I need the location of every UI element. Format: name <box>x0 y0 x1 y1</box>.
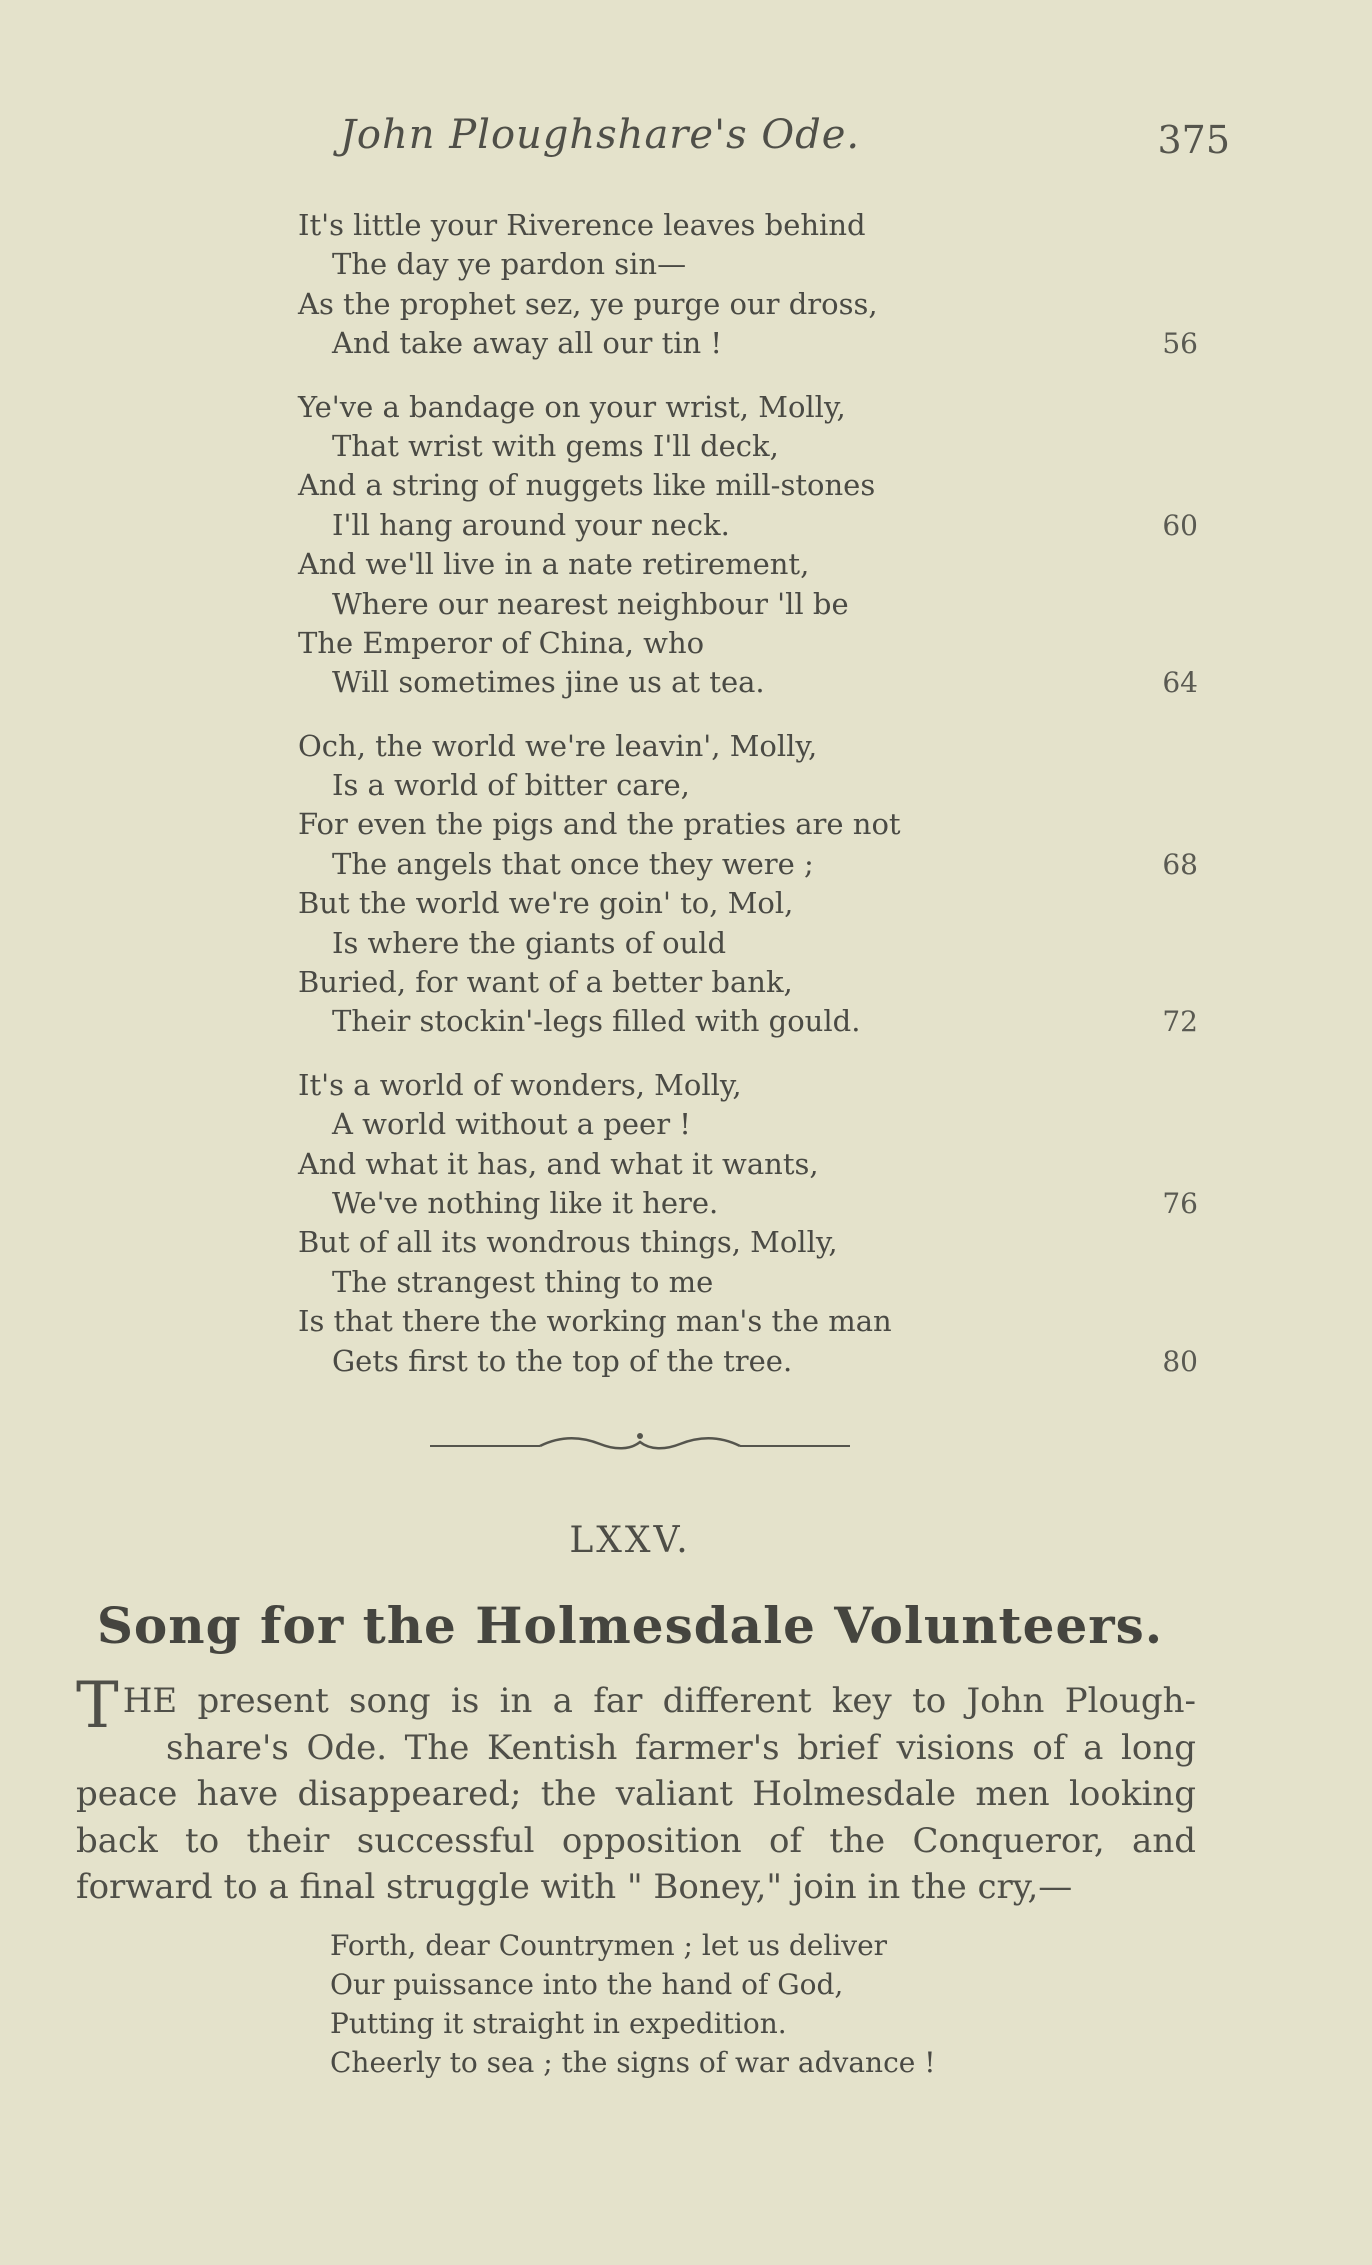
poem-line: Ye've a bandage on your wrist, Molly, <box>298 389 846 424</box>
poem-line: As the prophet sez, ye purge our dross, <box>298 286 878 321</box>
poem-line: Is that there the working man's the man <box>298 1304 892 1339</box>
poem-line: For even the pigs and the praties are not <box>298 807 901 842</box>
line-number: 76 <box>1162 1186 1198 1220</box>
stanza <box>298 206 1198 364</box>
prose-line: back to their successful opposition of the Conqueror, and <box>76 1820 1196 1861</box>
song-title: Song for the Holmesdale Volunteers. <box>96 1596 1164 1655</box>
stanza <box>298 388 1198 703</box>
page-number: 375 <box>1157 118 1230 162</box>
poem-line: It's little your Riverence leaves behind <box>298 208 866 242</box>
prose-line: THE present song is in a far different key to John Plough- <box>76 1669 1196 1743</box>
line-number: 60 <box>1162 508 1198 542</box>
poem-line: The day ye pardon sin— <box>332 247 687 282</box>
poem-line: It's a world of wonders, Molly, <box>298 1067 742 1102</box>
poem-line: And what it has, and what it wants, <box>298 1146 819 1181</box>
prose-line: forward to a final struggle with " Boney," join in the cry,— <box>76 1867 1073 1907</box>
poem-line: And take away all our tin ! 56 <box>298 324 1198 363</box>
poem-line: Buried, for want of a better bank, <box>298 965 793 1000</box>
poem-line: We've nothing like it here. 76 <box>298 1184 1198 1223</box>
poem-line: And we'll live in a nate retirement, <box>298 547 810 582</box>
drop-cap: T <box>76 1669 119 1743</box>
line-number: 72 <box>1162 1005 1198 1039</box>
poem-line: That wrist with gems I'll deck, <box>332 428 779 463</box>
poem-line: Is where the giants of ould <box>332 925 727 960</box>
poem-line: I'll hang around your neck. 60 <box>298 506 1198 545</box>
quote-line: Forth, dear Countrymen ; let us deliver <box>330 1929 888 1962</box>
prose-line: peace have disappeared; the valiant Holmesdale men looking <box>76 1774 1196 1814</box>
poem-line: Will sometimes jine us at tea. 64 <box>298 663 1198 702</box>
poem-line: And a string of nuggets like mill-stones <box>298 468 876 503</box>
poem-line: The strangest thing to me <box>332 1264 714 1299</box>
poem-line: The angels that once they were ; 68 <box>298 845 1198 884</box>
line-number: 68 <box>1162 847 1198 881</box>
line-number: 80 <box>1162 1344 1198 1378</box>
section-numeral: LXXV. <box>569 1520 691 1561</box>
stanza <box>298 1066 1198 1381</box>
poem-line: Their stockin'-legs filled with gould. 72 <box>298 1002 1198 1041</box>
ornament-divider <box>430 1424 850 1464</box>
poem <box>298 206 1198 1405</box>
poem-line: The Emperor of China, who <box>298 625 705 660</box>
prose-line: share's Ode. The Kentish farmer's brief visions of a long <box>166 1727 1196 1768</box>
quote-line: Our puissance into the hand of God, <box>330 1968 844 2001</box>
quote-line: Putting it straight in expedition. <box>330 2007 787 2040</box>
quote-line: Cheerly to sea ; the signs of war advance ! <box>330 2046 936 2079</box>
poem-line: Where our nearest neighbour 'll be <box>332 586 849 621</box>
running-head: John Ploughshare's Ode. <box>339 112 861 158</box>
poem-line: A world without a peer ! <box>332 1107 691 1142</box>
poem-line: But the world we're goin' to, Mol, <box>298 886 794 921</box>
quoted-verse <box>330 1926 1030 2082</box>
line-number: 56 <box>1162 327 1198 361</box>
poem-line: Gets first to the top of the tree. 80 <box>298 1342 1198 1381</box>
poem-line: Is a world of bitter care, <box>332 768 690 803</box>
poem-line: Och, the world we're leavin', Molly, <box>298 728 818 763</box>
poem-line: But of all its wondrous things, Molly, <box>298 1225 838 1260</box>
line-number: 64 <box>1162 666 1198 700</box>
prose-paragraph <box>76 1669 1196 1911</box>
stanza <box>298 727 1198 1042</box>
